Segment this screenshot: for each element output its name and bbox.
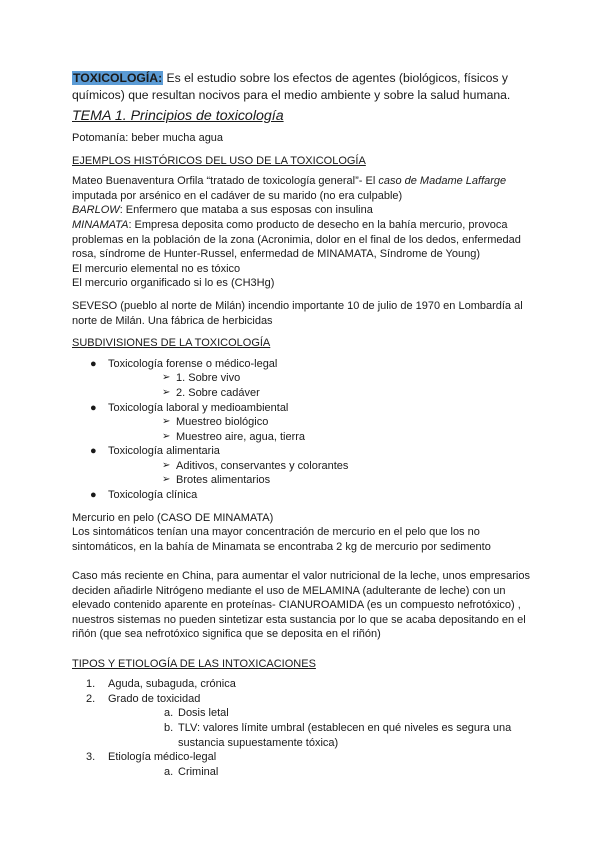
- barlow-line: BARLOW: Enfermero que mataba a sus esposas con insulina: [72, 204, 373, 217]
- list-item: ● Toxicología alimentaria ➢ Aditivos, conservantes y colorantes ➢ Brotes alimentarios: [72, 444, 532, 488]
- china-paragraph: Caso más reciente en China, para aumentar el valor nutricional de la leche, unos empresarios deciden añadirle Nitrógeno mediante el uso de MELAMINA (adulterante de leche) con un elevado contenido aparente en proteínas- CIANUROAMIDA (es un compuesto nefrotóxico) , nuestros sistemas no pueden sintetizar esta sustancia por lo que se acaba depositando en el riñón (que sea nefrotóxico significa que se deposita en el riñón): [72, 570, 530, 641]
- arrow-icon: ➢: [162, 386, 171, 398]
- intro-text: Es el estudio sobre los efectos de agentes (biológicos, físicos y químicos) que resultan nocivos para el medio ambiente y sobre la salud humana.: [72, 71, 511, 102]
- bullet-icon: ●: [90, 357, 97, 370]
- list-item: ● Toxicología clínica: [90, 489, 198, 502]
- list-item: 1. Aguda, subaguda, crónica: [86, 678, 236, 691]
- minamata-term: MINAMATA: [72, 218, 129, 231]
- list-item: 3. Etiología médico-legal a. Criminal: [72, 750, 532, 779]
- list-item: ● Toxicología forense o médico-legal ➢ 1. Sobre vivo ➢ 2. Sobre cadáver: [72, 357, 532, 401]
- arrow-icon: ➢: [162, 459, 171, 471]
- list-item: ➢ Muestreo aire, agua, tierra: [162, 430, 306, 443]
- list-item: ➢ Brotes alimentarios: [162, 474, 271, 487]
- section-heading-tipos: TIPOS Y ETIOLOGÍA DE LAS INTOXICACIONES: [72, 657, 316, 670]
- arrow-icon: ➢: [162, 372, 171, 384]
- laffarge-case: caso de Madame Laffarge: [378, 175, 507, 188]
- bullet-icon: ●: [90, 445, 97, 458]
- potomania-line: Potomanía: beber mucha agua: [72, 132, 224, 144]
- mercurio-elemental-line: El mercurio elemental no es tóxico: [72, 262, 241, 275]
- mercurio-pelo-text: Los sintomáticos tenían una mayor concentración de mercurio en el pelo que los no sintomáticos, en la bahía de Minamata se encontraba 2 kg de mercurio por sedimento: [72, 526, 491, 553]
- section-heading-subdivisiones: SUBDIVISIONES DE LA TOXICOLOGÍA: [72, 337, 271, 350]
- list-item: 2. Grado de toxicidad a. Dosis letal b. TLV: valores límite umbral (establecen en qué niveles es segura una sustancia supuestamente tóxica): [72, 692, 532, 750]
- document-page: [72, 70, 532, 779]
- arrow-icon: ➢: [162, 430, 171, 442]
- subdivisiones-list: [72, 357, 532, 503]
- highlighted-term: TOXICOLOGÍA:: [73, 71, 163, 85]
- tipos-list: [72, 677, 532, 779]
- list-item: a. Criminal: [164, 765, 219, 778]
- seveso-paragraph: SEVESO (pueblo al norte de Milán) incendio importante 10 de julio de 1970 en Lombardía al norte de Milán. Una fábrica de herbicidas: [72, 299, 523, 327]
- intro-paragraph: [72, 70, 532, 104]
- list-item: ➢ Aditivos, conservantes y colorantes: [162, 459, 349, 472]
- bullet-icon: ●: [90, 401, 97, 414]
- list-item: ● Toxicología laboral y medioambiental ➢ Muestreo biológico ➢ Muestreo aire, agua, tierra: [72, 401, 532, 445]
- list-item: ➢ 2. Sobre cadáver: [162, 386, 260, 399]
- bullet-icon: ●: [90, 489, 97, 502]
- arrow-icon: ➢: [162, 416, 171, 428]
- section-heading-ejemplos: EJEMPLOS HISTÓRICOS DEL USO DE LA TOXICOLOGÍA: [72, 154, 366, 167]
- list-item: ➢ Muestreo biológico: [162, 416, 269, 429]
- page-title: TEMA 1. Principios de toxicología: [72, 108, 284, 124]
- list-item: b. TLV: valores límite umbral (establecen en qué niveles es segura una sustancia supuestamente tóxica): [164, 721, 512, 749]
- mercurio-organificado-line: El mercurio organificado si lo es (CH3Hg): [72, 277, 275, 290]
- minamata-paragraph: MINAMATA: Empresa deposita como producto de desecho en la bahía mercurio, provoca problemas en la población de la zona (Acronimia, dolor en el final de los dedos, enfermedad rosa, síndrome de Hunter-Russel, enfermedad de MINAMATA, Síndrome de Young): [72, 218, 521, 261]
- orfila-paragraph: Mateo Buenaventura Orfila “tratado de toxicología general”- El caso de Madame Laffarge imputada por arsénico en el cadáver de su marido (no era culpable): [72, 175, 507, 202]
- mercurio-pelo-title: Mercurio en pelo (CASO DE MINAMATA): [72, 511, 274, 524]
- list-item: ➢ 1. Sobre vivo: [162, 372, 241, 385]
- arrow-icon: ➢: [162, 474, 171, 486]
- barlow-term: BARLOW: [72, 204, 120, 217]
- list-item: a. Dosis letal: [164, 707, 229, 720]
